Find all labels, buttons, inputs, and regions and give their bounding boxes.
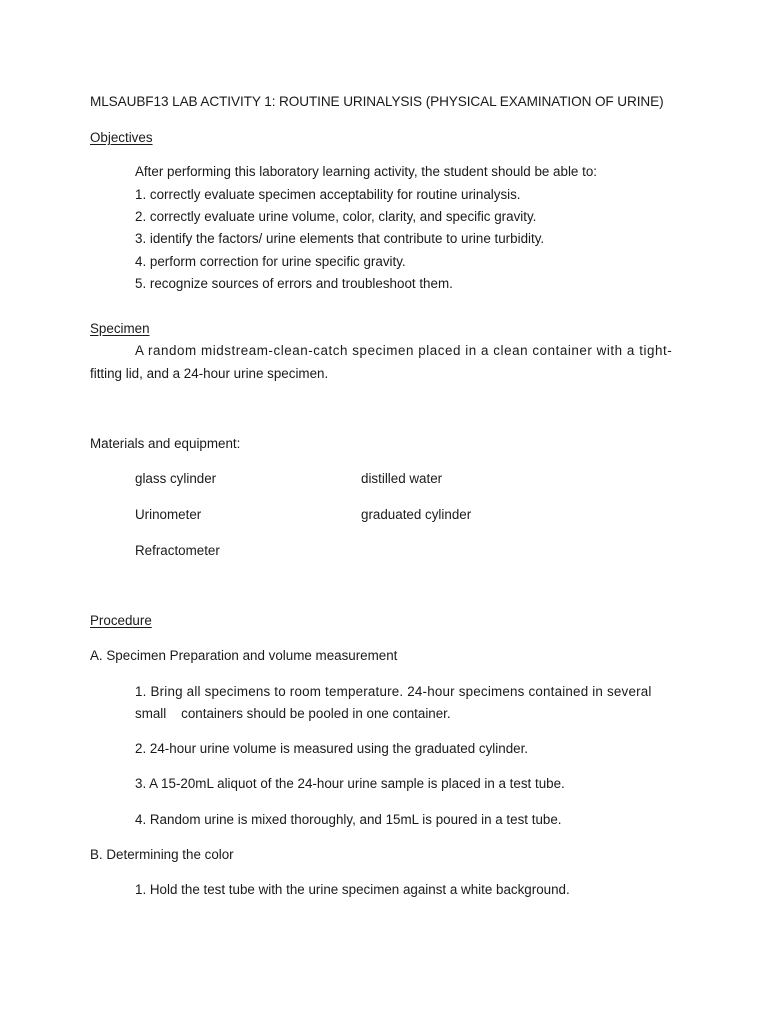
material-item: Refractometer	[135, 543, 220, 558]
objective-item: 1. correctly evaluate specimen acceptability for routine urinalysis.	[135, 187, 521, 202]
material-item: glass cylinder	[135, 471, 217, 486]
objective-item: 5. recognize sources of errors and troubleshoot them.	[135, 276, 453, 291]
material-item: Urinometer	[135, 507, 202, 522]
specimen-heading: Specimen	[90, 321, 150, 336]
procedure-a-step-1-line-1: 1. Bring all specimens to room temperature. 24-hour specimens contained in several	[135, 684, 652, 699]
material-item: distilled water	[361, 471, 443, 486]
document-title: MLSAUBF13 LAB ACTIVITY 1: ROUTINE URINALYSIS (PHYSICAL EXAMINATION OF URINE)	[90, 94, 664, 109]
objective-item: 4. perform correction for urine specific gravity.	[135, 254, 406, 269]
objective-item: 2. correctly evaluate urine volume, color, clarity, and specific gravity.	[135, 209, 537, 224]
section-b-heading: B. Determining the color	[90, 847, 234, 862]
procedure-a-step-1-line-2: small containers should be pooled in one container.	[135, 706, 451, 721]
specimen-text-1: A random midstream-clean-catch specimen placed in a clean container with a tight-	[135, 343, 673, 358]
specimen-line-1	[135, 342, 677, 360]
objectives-intro: After performing this laboratory learning activity, the student should be able to:	[135, 164, 597, 179]
procedure-heading: Procedure	[90, 613, 152, 628]
procedure-b-step-1: 1. Hold the test tube with the urine specimen against a white background.	[135, 882, 570, 897]
objective-item: 3. identify the factors/ urine elements that contribute to urine turbidity.	[135, 231, 545, 246]
objectives-heading: Objectives	[90, 130, 153, 145]
specimen-line-2: fitting lid, and a 24-hour urine specimen.	[90, 366, 329, 381]
procedure-a-step-3: 3. A 15-20mL aliquot of the 24-hour urine sample is placed in a test tube.	[135, 776, 565, 791]
material-item: graduated cylinder	[361, 507, 472, 522]
procedure-a-step-2: 2. 24-hour urine volume is measured using the graduated cylinder.	[135, 741, 529, 756]
materials-heading: Materials and equipment:	[90, 436, 241, 451]
procedure-a-step-4: 4. Random urine is mixed thoroughly, and 15mL is poured in a test tube.	[135, 812, 562, 827]
section-a-heading: A. Specimen Preparation and volume measurement	[90, 648, 398, 663]
